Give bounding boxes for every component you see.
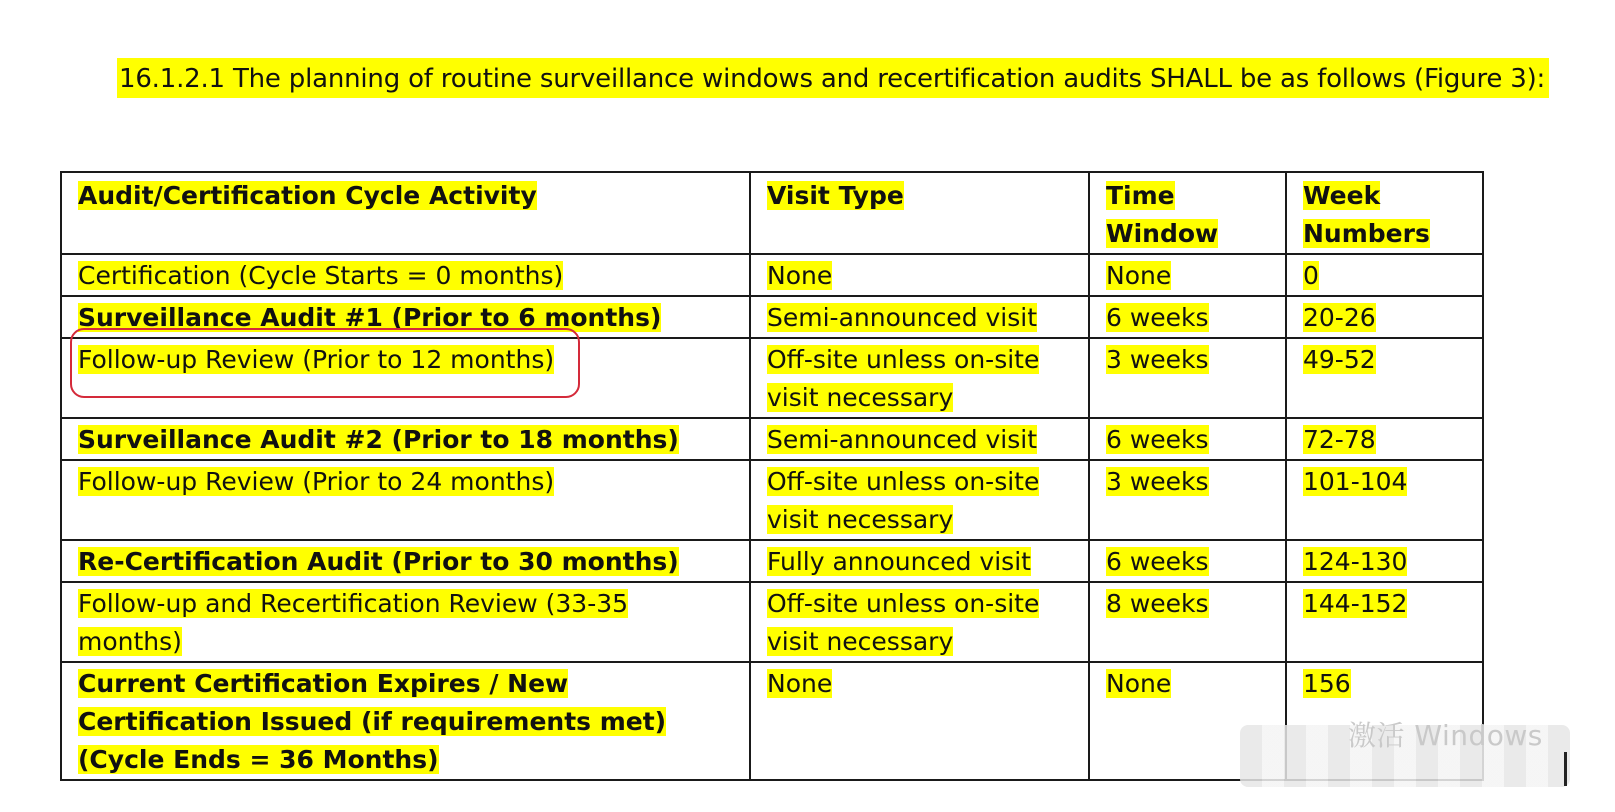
week-numbers-cell: 156 xyxy=(1286,662,1483,780)
week-numbers-cell: 124-130 xyxy=(1286,540,1483,582)
time-window-cell: None xyxy=(1089,254,1286,296)
activity-cell: Follow-up and Recertification Review (33-35 months) xyxy=(61,582,750,662)
section-heading xyxy=(117,58,1549,100)
visit-type-cell: Semi-announced visit xyxy=(750,418,1089,460)
audit-cycle-table xyxy=(60,171,1484,781)
column-header-time-window: Time Window xyxy=(1089,172,1286,254)
time-window-cell: 6 weeks xyxy=(1089,296,1286,338)
week-numbers-cell: 0 xyxy=(1286,254,1483,296)
week-numbers-cell: 20-26 xyxy=(1286,296,1483,338)
activity-cell: Follow-up Review (Prior to 24 months) xyxy=(61,460,750,540)
activity-cell: Current Certification Expires / New Certification Issued (if requirements met) (Cycle Ends = 36 Months) xyxy=(61,662,750,780)
column-header-activity: Audit/Certification Cycle Activity xyxy=(61,172,750,254)
time-window-cell: None xyxy=(1089,662,1286,780)
week-numbers-cell: 144-152 xyxy=(1286,582,1483,662)
column-header-week-numbers: Week Numbers xyxy=(1286,172,1483,254)
week-numbers-cell: 72-78 xyxy=(1286,418,1483,460)
activate-windows-watermark: 激活 Windows xyxy=(1348,719,1543,752)
visit-type-cell: Semi-announced visit xyxy=(750,296,1089,338)
visit-type-cell: Fully announced visit xyxy=(750,540,1089,582)
time-window-cell: 6 weeks xyxy=(1089,540,1286,582)
time-window-cell: 6 weeks xyxy=(1089,418,1286,460)
heading-text: 16.1.2.1 The planning of routine surveillance windows and recertification audits SHALL be as follows (Figure 3): xyxy=(117,58,1549,98)
visit-type-cell: None xyxy=(750,254,1089,296)
visit-type-cell: Off-site unless on-site visit necessary xyxy=(750,582,1089,662)
edge-divider xyxy=(1564,752,1567,786)
table-row xyxy=(61,460,1483,540)
table-row xyxy=(61,540,1483,582)
time-window-cell: 3 weeks xyxy=(1089,338,1286,418)
visit-type-cell: Off-site unless on-site visit necessary xyxy=(750,460,1089,540)
activity-cell: Follow-up Review (Prior to 12 months) xyxy=(61,338,750,418)
table-row xyxy=(61,582,1483,662)
table-row xyxy=(61,418,1483,460)
time-window-cell: 8 weeks xyxy=(1089,582,1286,662)
activity-cell: Re-Certification Audit (Prior to 30 months) xyxy=(61,540,750,582)
week-numbers-cell: 49-52 xyxy=(1286,338,1483,418)
activity-cell: Surveillance Audit #1 (Prior to 6 months) xyxy=(61,296,750,338)
table-row xyxy=(61,254,1483,296)
table-header-row xyxy=(61,172,1483,254)
activity-cell: Surveillance Audit #2 (Prior to 18 months) xyxy=(61,418,750,460)
visit-type-cell: None xyxy=(750,662,1089,780)
visit-type-cell: Off-site unless on-site visit necessary xyxy=(750,338,1089,418)
column-header-visit-type: Visit Type xyxy=(750,172,1089,254)
red-circle-annotation xyxy=(70,328,580,398)
week-numbers-cell: 101-104 xyxy=(1286,460,1483,540)
activity-cell: Certification (Cycle Starts = 0 months) xyxy=(61,254,750,296)
time-window-cell: 3 weeks xyxy=(1089,460,1286,540)
